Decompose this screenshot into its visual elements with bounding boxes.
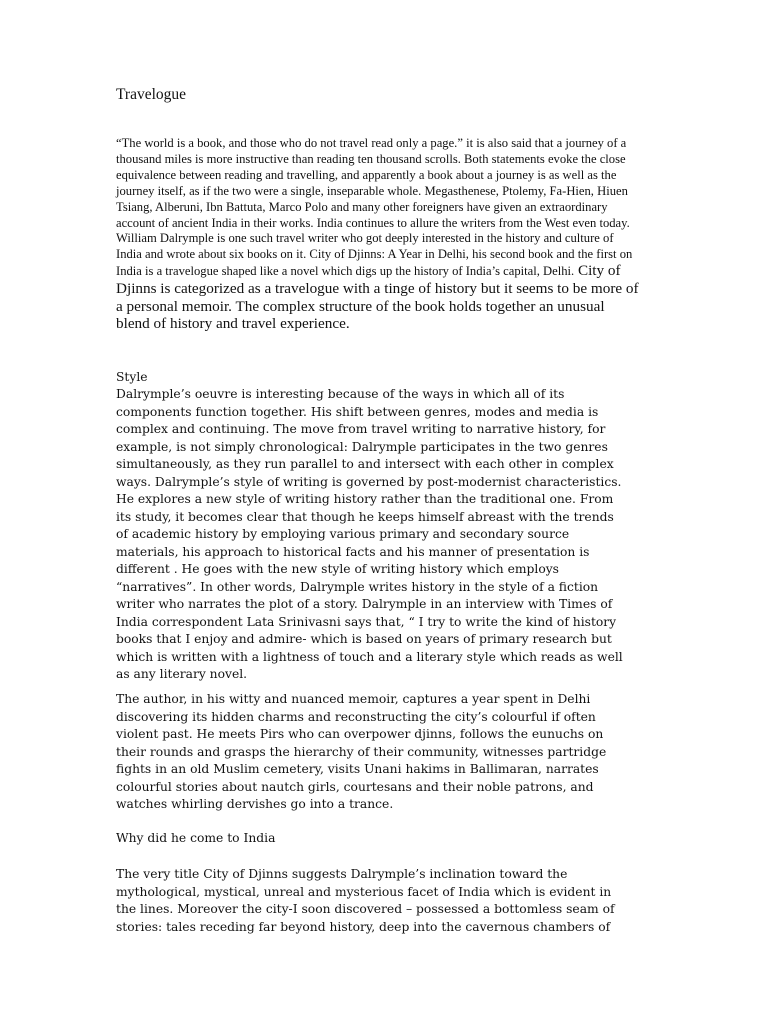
- why-line: mythological, mystical, unreal and mysterious facet of India which is evident in: [116, 884, 612, 899]
- style-line: India correspondent Lata Srinivasni says that, “ I try to write the kind of history: [116, 614, 617, 629]
- intro-line: thousand miles is more instructive than reading ten thousand scrolls. Both statements evoke the close: [116, 151, 626, 166]
- memoir-line: their rounds and grasps the hierarchy of their community, witnesses partridge: [116, 744, 607, 759]
- intro-line-mixed: [116, 263, 656, 280]
- memoir-line: violent past. He meets Pirs who can overpower djinns, follows the eunuchs on: [116, 727, 604, 741]
- memoir-line: fights in an old Muslim cemetery, visits Unani hakims in Ballimaran, narrates: [116, 762, 599, 776]
- style-line: its study, it becomes clear that though he keeps himself abreast with the trends: [116, 509, 614, 524]
- intro-line: India and wrote about six books on it. City of Djinns: A Year in Delhi, his second book and the first on: [116, 247, 633, 262]
- intro-big-line: Djinns is categorized as a travelogue with a tinge of history but it seems to be more of: [116, 280, 639, 298]
- document-title: Travelogue: [116, 86, 187, 103]
- intro-line: William Dalrymple is one such travel writer who got deeply interested in the history and culture of: [116, 231, 614, 246]
- style-line: writer who narrates the plot of a story. Dalrymple in an interview with Times of: [116, 597, 613, 611]
- intro-line-tail: City of: [574, 262, 621, 280]
- intro-line: equivalence between reading and travelling, and apparently a book about a journey is as well as the: [116, 167, 617, 182]
- memoir-line: The author, in his witty and nuanced memoir, captures a year spent in Delhi: [116, 692, 591, 706]
- why-line: The very title City of Djinns suggests Dalrymple’s inclination toward the: [116, 867, 568, 881]
- why-line: the lines. Moreover the city-I soon discovered – possessed a bottomless seam of: [116, 902, 615, 916]
- memoir-paragraph: [116, 691, 656, 814]
- style-line: books that I enjoy and admire- which is based on years of primary research but: [116, 632, 612, 646]
- style-line: He explores a new style of writing history rather than the traditional one. From: [116, 492, 614, 506]
- why-paragraph: [116, 866, 656, 936]
- style-line: Dalrymple’s oeuvre is interesting because of the ways in which all of its: [116, 387, 565, 401]
- intro-line: “The world is a book, and those who do not travel read only a page.” it is also said that a journey of a: [116, 136, 627, 150]
- why-line: stories: tales receding far beyond history, deep into the cavernous chambers of: [116, 919, 611, 934]
- style-line: which is written with a lightness of touch and a literary style which reads as well: [116, 649, 623, 664]
- style-line: “narratives”. In other words, Dalrymple writes history in the style of a fiction: [116, 579, 599, 594]
- style-line: ways. Dalrymple’s style of writing is governed by post-modernist characteristics.: [116, 474, 622, 489]
- style-line: components function together. His shift between genres, modes and media is: [116, 404, 599, 419]
- style-line: as any literary novel.: [116, 667, 248, 681]
- style-line: materials, his approach to historical facts and his manner of presentation is: [116, 544, 590, 559]
- intro-paragraph: [116, 136, 656, 333]
- style-paragraph: [116, 386, 656, 684]
- style-line: complex and continuing. The move from travel writing to narrative history, for: [116, 422, 606, 436]
- style-line: simultaneously, as they run parallel to and intersect with each other in complex: [116, 457, 614, 471]
- intro-big-line: a personal memoir. The complex structure of the book holds together an unusual: [116, 297, 605, 315]
- intro-line-text: India is a travelogue shaped like a novel which digs up the history of India’s capital, Delhi.: [116, 264, 575, 279]
- memoir-line: colourful stories about nautch girls, courtesans and their noble patrons, and: [116, 779, 594, 794]
- intro-big-line: blend of history and travel experience.: [116, 315, 350, 333]
- intro-line: journey itself, as if the two were a single, inseparable whole. Megasthenese, Ptolemy, Fa-Hien, Hiuen: [116, 183, 628, 198]
- style-heading: Style: [116, 370, 148, 384]
- style-line: example, is not simply chronological: Dalrymple participates in the two genres: [116, 439, 608, 454]
- style-line: different . He goes with the new style of writing history which employs: [116, 562, 559, 576]
- intro-line: account of ancient India in their works. India continues to allure the writers from the West even today.: [116, 215, 630, 230]
- intro-line: Tsiang, Alberuni, Ibn Battuta, Marco Polo and many other foreigners have given an extraordinary: [116, 199, 608, 214]
- memoir-line: watches whirling dervishes go into a trance.: [116, 797, 394, 811]
- why-heading: Why did he come to India: [116, 831, 276, 845]
- memoir-line: discovering its hidden charms and reconstructing the city’s colourful if often: [116, 709, 596, 724]
- style-line: of academic history by employing various primary and secondary source: [116, 527, 570, 541]
